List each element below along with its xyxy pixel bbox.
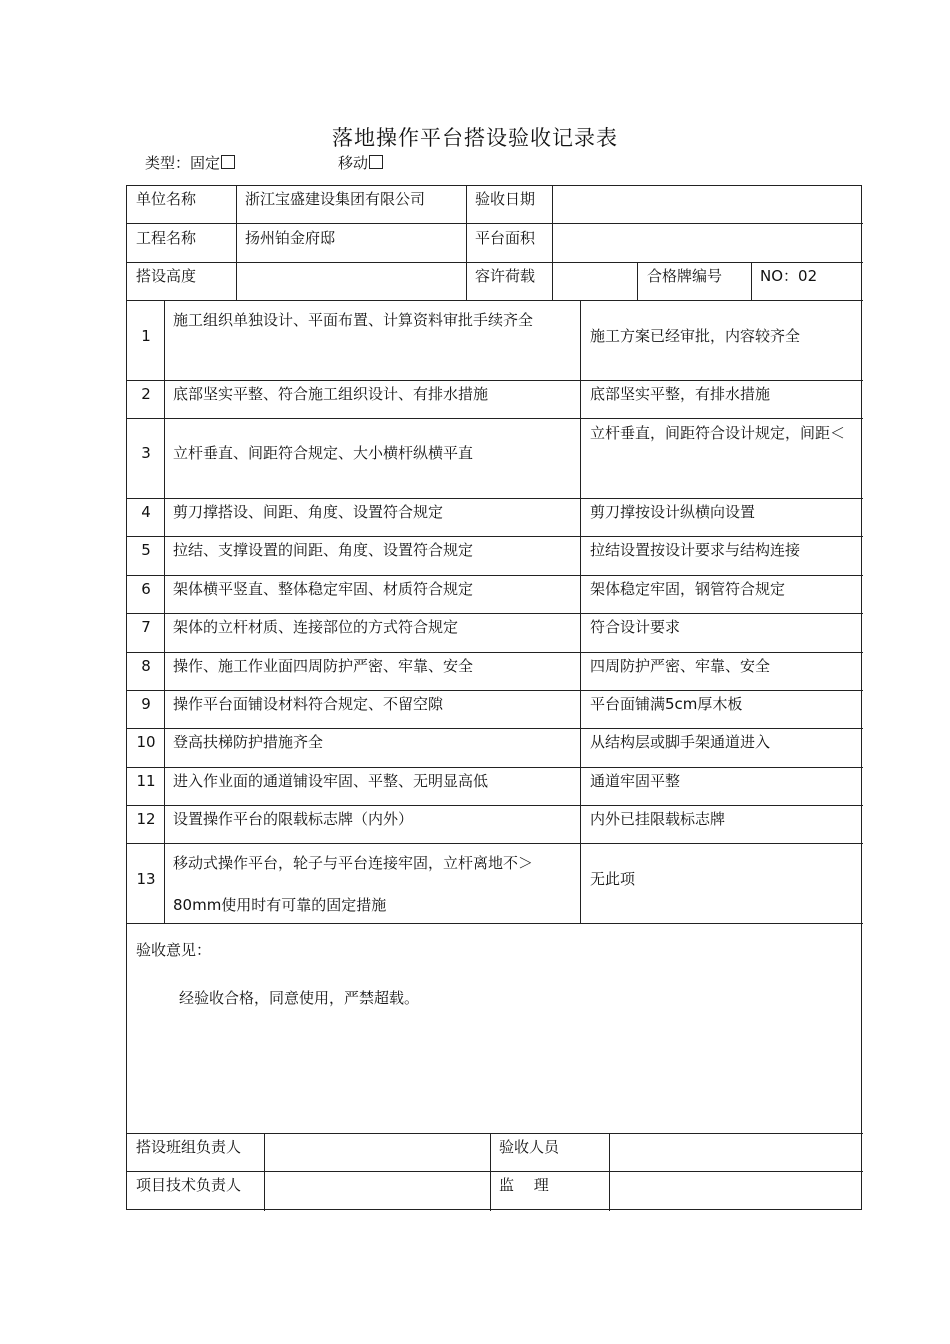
fixed-checkbox[interactable] bbox=[221, 155, 235, 169]
team-leader-value[interactable] bbox=[273, 1137, 483, 1157]
item-requirement: 操作平台面铺设材料符合规定、不留空隙 bbox=[173, 695, 444, 713]
team-leader-label: 搭设班组负责人 bbox=[136, 1138, 242, 1156]
item-number: 4 bbox=[141, 503, 151, 521]
item-number: 11 bbox=[136, 772, 156, 790]
item-result[interactable]: 内外已挂限载标志牌 bbox=[590, 810, 726, 828]
item-result[interactable]: 拉结设置按设计要求与结构连接 bbox=[590, 541, 801, 559]
item-number: 1 bbox=[141, 327, 151, 345]
item-result[interactable]: 符合设计要求 bbox=[590, 618, 681, 636]
unit-name-value[interactable]: 浙江宝盛建设集团有限公司 bbox=[245, 190, 426, 208]
item-result[interactable]: 立杆垂直，间距符合设计规定，间距＜ bbox=[590, 424, 846, 442]
item-requirement: 移动式操作平台，轮子与平台连接牢固，立杆离地不＞80mm使用时有可靠的固定措施 bbox=[173, 854, 534, 914]
item-requirement: 进入作业面的通道铺设牢固、平整、无明显高低 bbox=[173, 772, 489, 790]
item-requirement: 架体横平竖直、整体稳定牢固、材质符合规定 bbox=[173, 580, 474, 598]
item-result[interactable]: 底部坚实平整，有排水措施 bbox=[590, 385, 771, 403]
item-number: 9 bbox=[141, 695, 151, 713]
supervisor-label: 监 理 bbox=[499, 1176, 549, 1194]
item-requirement: 登高扶梯防护措施齐全 bbox=[173, 733, 324, 751]
item-number: 6 bbox=[141, 580, 151, 598]
allowable-load-label: 容许荷载 bbox=[475, 267, 536, 285]
item-requirement: 剪刀撑搭设、间距、角度、设置符合规定 bbox=[173, 503, 444, 521]
allowable-load-value[interactable] bbox=[561, 266, 631, 286]
supervisor-value[interactable] bbox=[618, 1175, 853, 1195]
acceptance-date-label: 验收日期 bbox=[475, 190, 536, 208]
certificate-number-label: 合格牌编号 bbox=[647, 267, 723, 285]
item-number: 5 bbox=[141, 541, 151, 559]
item-number: 13 bbox=[136, 870, 156, 888]
certificate-number-value[interactable]: NO：02 bbox=[760, 267, 818, 285]
item-number: 12 bbox=[136, 810, 156, 828]
opinion-text[interactable]: 经验收合格，同意使用，严禁超载。 bbox=[179, 989, 420, 1007]
item-result[interactable]: 无此项 bbox=[590, 870, 636, 888]
item-number: 8 bbox=[141, 657, 151, 675]
type-fixed-label: 类型：固定 bbox=[145, 154, 221, 172]
item-requirement: 设置操作平台的限载标志牌（内外） bbox=[173, 810, 414, 828]
item-requirement: 拉结、支撑设置的间距、角度、设置符合规定 bbox=[173, 541, 474, 559]
item-result[interactable]: 从结构层或脚手架通道进入 bbox=[590, 733, 771, 751]
item-requirement: 立杆垂直、间距符合规定、大小横杆纵横平直 bbox=[173, 444, 474, 462]
item-requirement: 底部坚实平整、符合施工组织设计、有排水措施 bbox=[173, 385, 489, 403]
mobile-checkbox[interactable] bbox=[369, 155, 383, 169]
inspector-value[interactable] bbox=[618, 1137, 853, 1157]
item-result[interactable]: 通道牢固平整 bbox=[590, 772, 681, 790]
tech-leader-label: 项目技术负责人 bbox=[136, 1176, 242, 1194]
item-result[interactable]: 剪刀撑按设计纵横向设置 bbox=[590, 503, 756, 521]
item-number: 7 bbox=[141, 618, 151, 636]
acceptance-date-value[interactable] bbox=[561, 189, 851, 209]
erection-height-value[interactable] bbox=[245, 266, 455, 286]
item-requirement: 操作、施工作业面四周防护严密、牢靠、安全 bbox=[173, 657, 474, 675]
tech-leader-value[interactable] bbox=[273, 1175, 483, 1195]
item-result[interactable]: 架体稳定牢固，钢管符合规定 bbox=[590, 580, 786, 598]
opinion-label: 验收意见： bbox=[136, 941, 212, 959]
item-result[interactable]: 四周防护严密、牢靠、安全 bbox=[590, 657, 771, 675]
type-mobile-label: 移动 bbox=[338, 154, 369, 172]
project-name-value[interactable]: 扬州铂金府邸 bbox=[245, 229, 336, 247]
platform-area-label: 平台面积 bbox=[475, 229, 536, 247]
unit-name-label: 单位名称 bbox=[136, 190, 197, 208]
item-result[interactable]: 平台面铺满5cm厚木板 bbox=[590, 695, 743, 713]
platform-area-value[interactable] bbox=[561, 228, 851, 248]
item-number: 3 bbox=[141, 444, 151, 462]
page-title: 落地操作平台搭设验收记录表 bbox=[332, 126, 618, 150]
item-number: 2 bbox=[141, 385, 151, 403]
type-line bbox=[145, 152, 369, 173]
record-table bbox=[126, 185, 862, 1210]
item-requirement: 架体的立杆材质、连接部位的方式符合规定 bbox=[173, 618, 459, 636]
item-number: 10 bbox=[136, 733, 156, 751]
erection-height-label: 搭设高度 bbox=[136, 267, 197, 285]
item-requirement: 施工组织单独设计、平面布置、计算资料审批手续齐全 bbox=[173, 311, 534, 329]
project-name-label: 工程名称 bbox=[136, 229, 197, 247]
inspector-label: 验收人员 bbox=[499, 1138, 560, 1156]
item-result[interactable]: 施工方案已经审批，内容较齐全 bbox=[590, 327, 801, 345]
